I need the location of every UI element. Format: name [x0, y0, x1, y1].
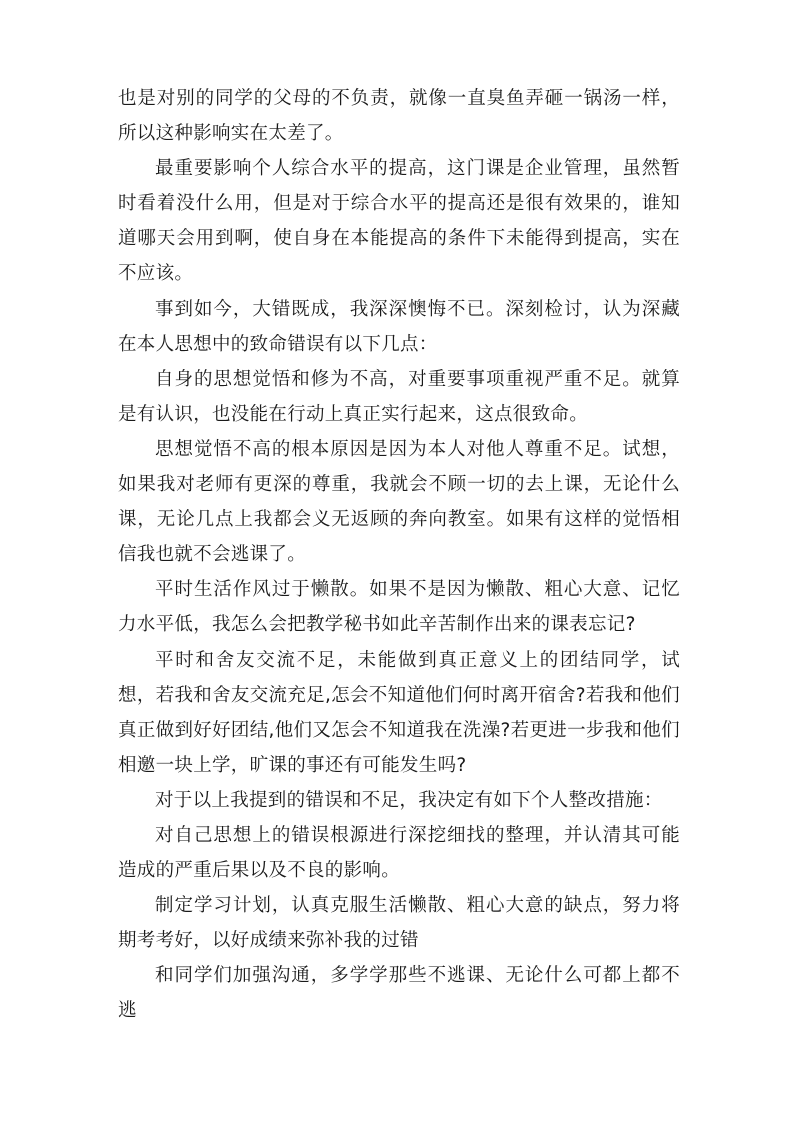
paragraph-measure-study-plan: 制定学习计划，认真克服生活懒散、粗心大意的缺点，努力将期考考好，以好成绩来弥补我的过错	[118, 895, 680, 952]
document-body	[118, 81, 680, 1029]
paragraph-awareness: 自身的思想觉悟和修为不高，对重要事项重视严重不足。就算是有认识，也没能在行动上真正实行起来，这点很致命。	[118, 368, 680, 425]
paragraph-respect: 思想觉悟不高的根本原因是因为本人对他人尊重不足。试想，如果我对老师有更深的尊重，我就会不顾一切的去上课，无论什么课，无论几点上我都会义无返顾的奔向教室。如果有这样的觉悟相信我也就不会逃课了。	[118, 438, 680, 566]
paragraph-measure-reflection: 对自己思想上的错误根源进行深挖细找的整理，并认清其可能造成的严重后果以及不良的影响。	[118, 824, 680, 882]
paragraph-continuation: 也是对别的同学的父母的不负责，就像一直臭鱼弄砸一锅汤一样，所以这种影响实在太差了。	[118, 88, 680, 145]
paragraph-roommates: 平时和舍友交流不足，未能做到真正意义上的团结同学，试想，若我和舍友交流充足,怎会不知道他们何时离开宿舍?若我和他们真正做到好好团结,他们又怎会不知道我在洗澡?若更进一步我和他们相邀一块上学，旷课的事还有可能发生吗?	[118, 649, 680, 776]
paragraph-impact-on-improvement: 最重要影响个人综合水平的提高，这门课是企业管理，虽然暂时看着没什么用，但是对于综合水平的提高还是很有效果的，谁知道哪天会用到啊，使自身在本能提高的条件下未能得到提高，实在不应该。	[118, 158, 680, 285]
paragraph-reflection-intro: 事到如今，大错既成，我深深懊悔不已。深刻检讨，认为深藏在本人思想中的致命错误有以下几点：	[118, 298, 680, 355]
paragraph-measures-intro: 对于以上我提到的错误和不足，我决定有如下个人整改措施：	[155, 789, 663, 811]
paragraph-measure-communication: 和同学们加强沟通，多学学那些不逃课、无论什么可都上都不逃	[118, 965, 680, 1022]
paragraph-laziness: 平时生活作风过于懒散。如果不是因为懒散、粗心大意、记忆力水平低，我怎么会把教学秘书如此辛苦制作出来的课表忘记?	[118, 579, 680, 636]
